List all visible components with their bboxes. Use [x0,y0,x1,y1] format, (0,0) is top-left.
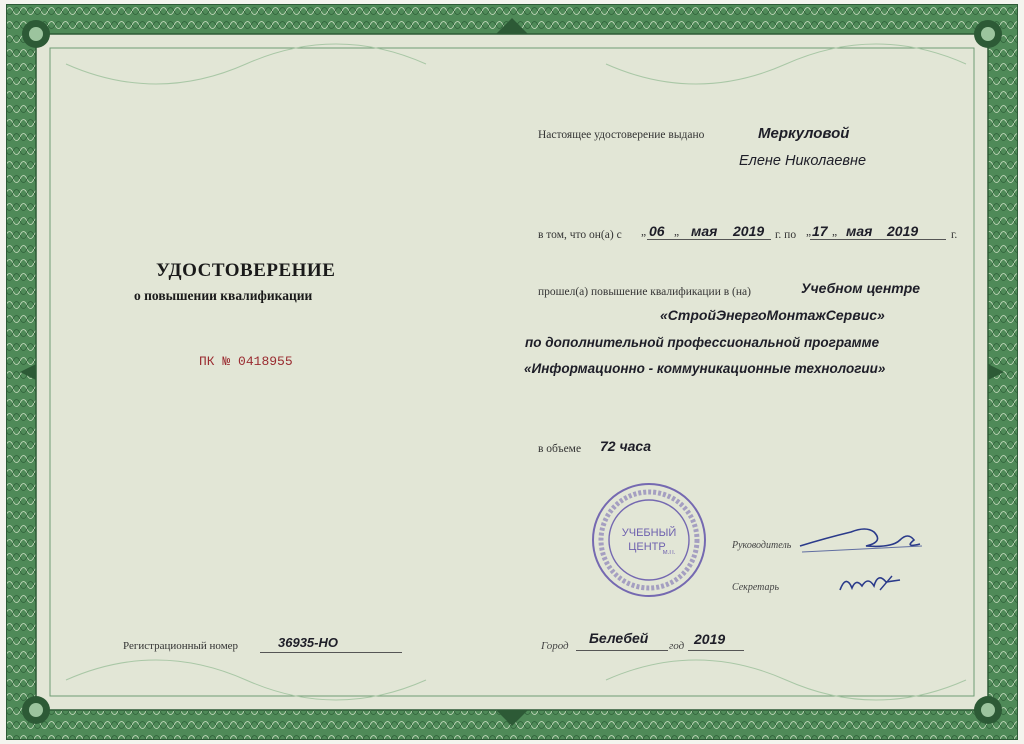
secretary-label: Секретарь [732,582,780,593]
end-year: 2019 [887,223,919,239]
stamp-mp: М.П. [662,550,676,556]
stamp-center-line-1: УЧЕБНЫЙ [621,527,677,539]
quote-mark: „ [806,226,812,238]
program-name: «Информационно - коммуникационные технологии» [524,361,886,376]
completed-label: прошел(а) повышение квалификации в (на) [538,286,751,298]
end-day: 17 [812,223,828,239]
start-day: 06 [649,223,665,239]
certificate-number [199,354,293,369]
director-label: Руководитель [732,540,792,551]
secretary-signature [836,570,916,598]
stamp-center-line-2: ЦЕНТР [628,541,666,553]
start-year: 2019 [733,223,765,239]
number-sign: № [222,354,231,369]
start-date-underline [647,239,771,240]
year-underline [688,650,744,651]
start-month: мая [691,223,718,239]
reg-number-label: Регистрационный номер [123,640,239,652]
recipient-name: Елене Николаевне [739,153,867,169]
quote-mark: „ [674,226,680,238]
director-signature [796,518,926,558]
year-value: 2019 [694,631,726,647]
city-underline [576,650,668,651]
number-value: 0418955 [238,354,293,369]
certificate-document [6,4,1018,740]
period-prefix: в том, что он(а) с [538,229,622,241]
certificate-title: УДОСТОВЕРЕНИЕ [156,260,336,281]
date-g-end: г. [951,229,958,241]
end-month: мая [846,223,873,239]
year-label: год [669,640,685,652]
quote-mark: „ [832,226,838,238]
recipient-surname: Меркуловой [758,125,850,142]
city-label: Город [541,640,569,652]
certificate-subtitle: о повышении квалификации [134,288,313,303]
city-value: Белебей [589,630,649,646]
issued-label: Настоящее удостоверение выдано [538,129,705,141]
program-line: по дополнительной профессиональной программе [525,335,880,350]
quote-mark: „ [641,226,647,238]
org-line-2: «СтройЭнергоМонтажСервис» [660,307,885,323]
date-g-po: г. по [775,229,797,241]
org-line-1: Учебном центре [801,280,921,296]
volume-value: 72 часа [600,438,651,454]
reg-number-underline [260,652,402,653]
end-date-underline [810,239,946,240]
number-prefix: ПК [199,354,215,369]
volume-label: в объеме [538,443,582,455]
reg-number-value: 36935-НО [278,635,338,650]
seal-stamp [589,480,709,600]
